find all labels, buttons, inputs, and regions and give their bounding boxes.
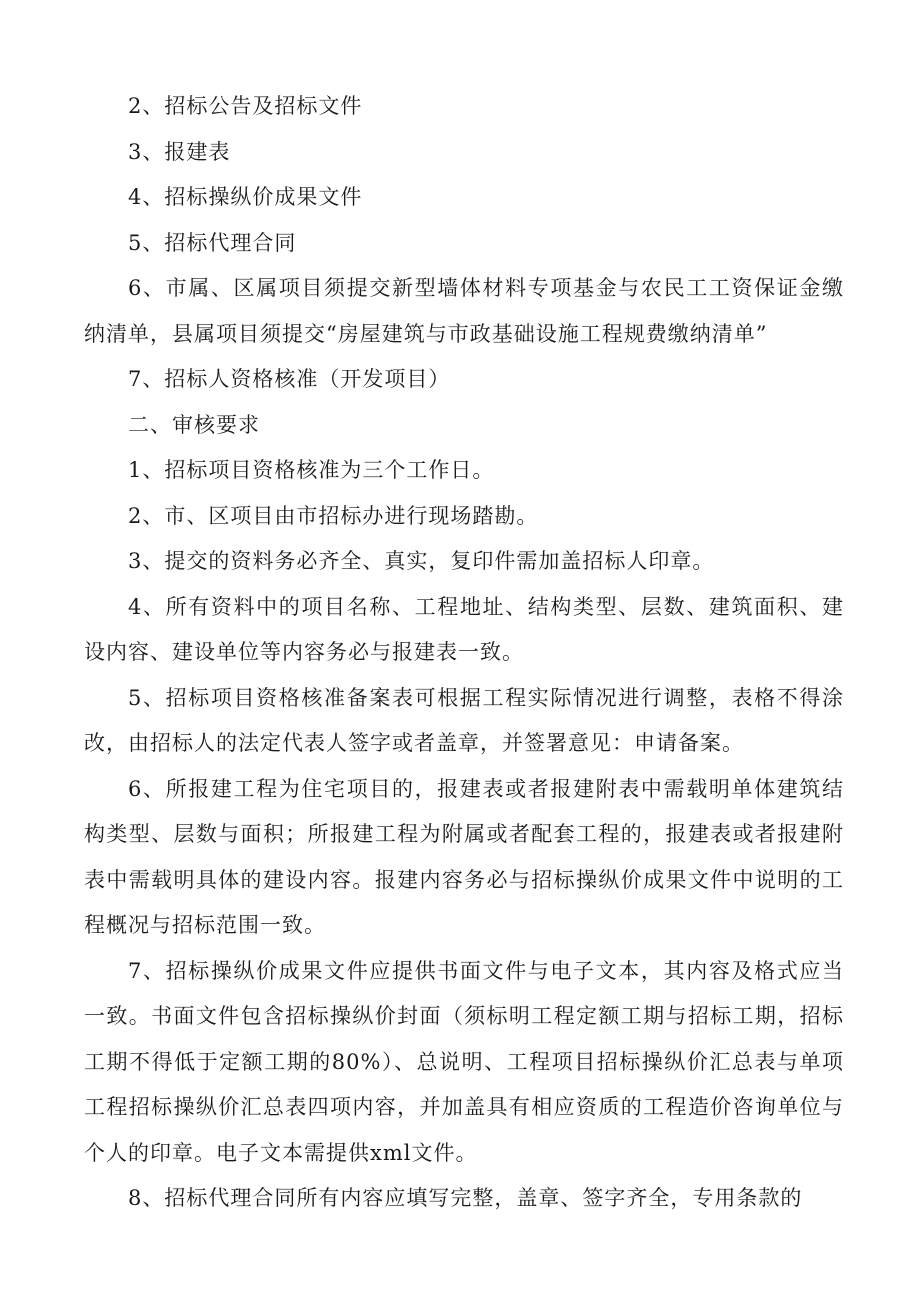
section-heading-review-requirements: 二、审核要求 <box>128 412 260 437</box>
requirement-4: 4、所有资料中的项目名称、工程地址、结构类型、层数、建筑面积、建设内容、建设单位等内容务必与报建表一致。 <box>84 594 844 664</box>
paragraph-item-5: 5、招标代理合同 <box>128 230 297 255</box>
paragraph-item-3: 3、报建表 <box>128 139 231 164</box>
requirement-1: 1、招标项目资格核准为三个工作日。 <box>128 458 495 482</box>
paragraph-item-2: 2、招标公告及招标文件 <box>128 94 363 118</box>
document-page <box>84 84 844 1222</box>
paragraph-item-6: 6、市属、区属项目须提交新型墙体材料专项基金与农民工工资保证金缴纳清单，县属项目须提交“房屋建筑与市政基础设施工程规费缴纳清单” <box>84 276 844 346</box>
paragraph-item-4: 4、招标操纵价成果文件 <box>128 185 363 209</box>
requirement-3: 3、提交的资料务必齐全、真实，复印件需加盖招标人印章。 <box>128 549 715 573</box>
requirement-2: 2、市、区项目由市招标办进行现场踏勘。 <box>128 503 539 528</box>
requirement-7: 7、招标操纵价成果文件应提供书面文件与电子文本，其内容及格式应当一致。书面文件包含招标操纵价封面（须标明工程定额工期与招标工期，招标工期不得低于定额工期的80%）、总说明、工程项目招标操纵价汇总表与单项工程招标操纵价汇总表四项内容，并加盖具有相应资质的工程造价咨询单位与个人的印章。电子文本需提供xml文件。 <box>84 958 844 1165</box>
requirement-5: 5、招标项目资格核准备案表可根据工程实际情况进行调整，表格不得涂改，由招标人的法定代表人签字或者盖章，并签署意见：申请备案。 <box>84 685 844 755</box>
requirement-6: 6、所报建工程为住宅项目的，报建表或者报建附表中需载明单体建筑结构类型、层数与面积；所报建工程为附属或者配套工程的，报建表或者报建附表中需载明具体的建设内容。报建内容务必与招标操纵价成果文件中说明的工程概况与招标范围一致。 <box>84 776 844 937</box>
requirement-8: 8、招标代理合同所有内容应填写完整，盖章、签字齐全，专用条款的 <box>128 1186 803 1210</box>
paragraph-item-7: 7、招标人资格核准（开发项目） <box>128 367 451 391</box>
